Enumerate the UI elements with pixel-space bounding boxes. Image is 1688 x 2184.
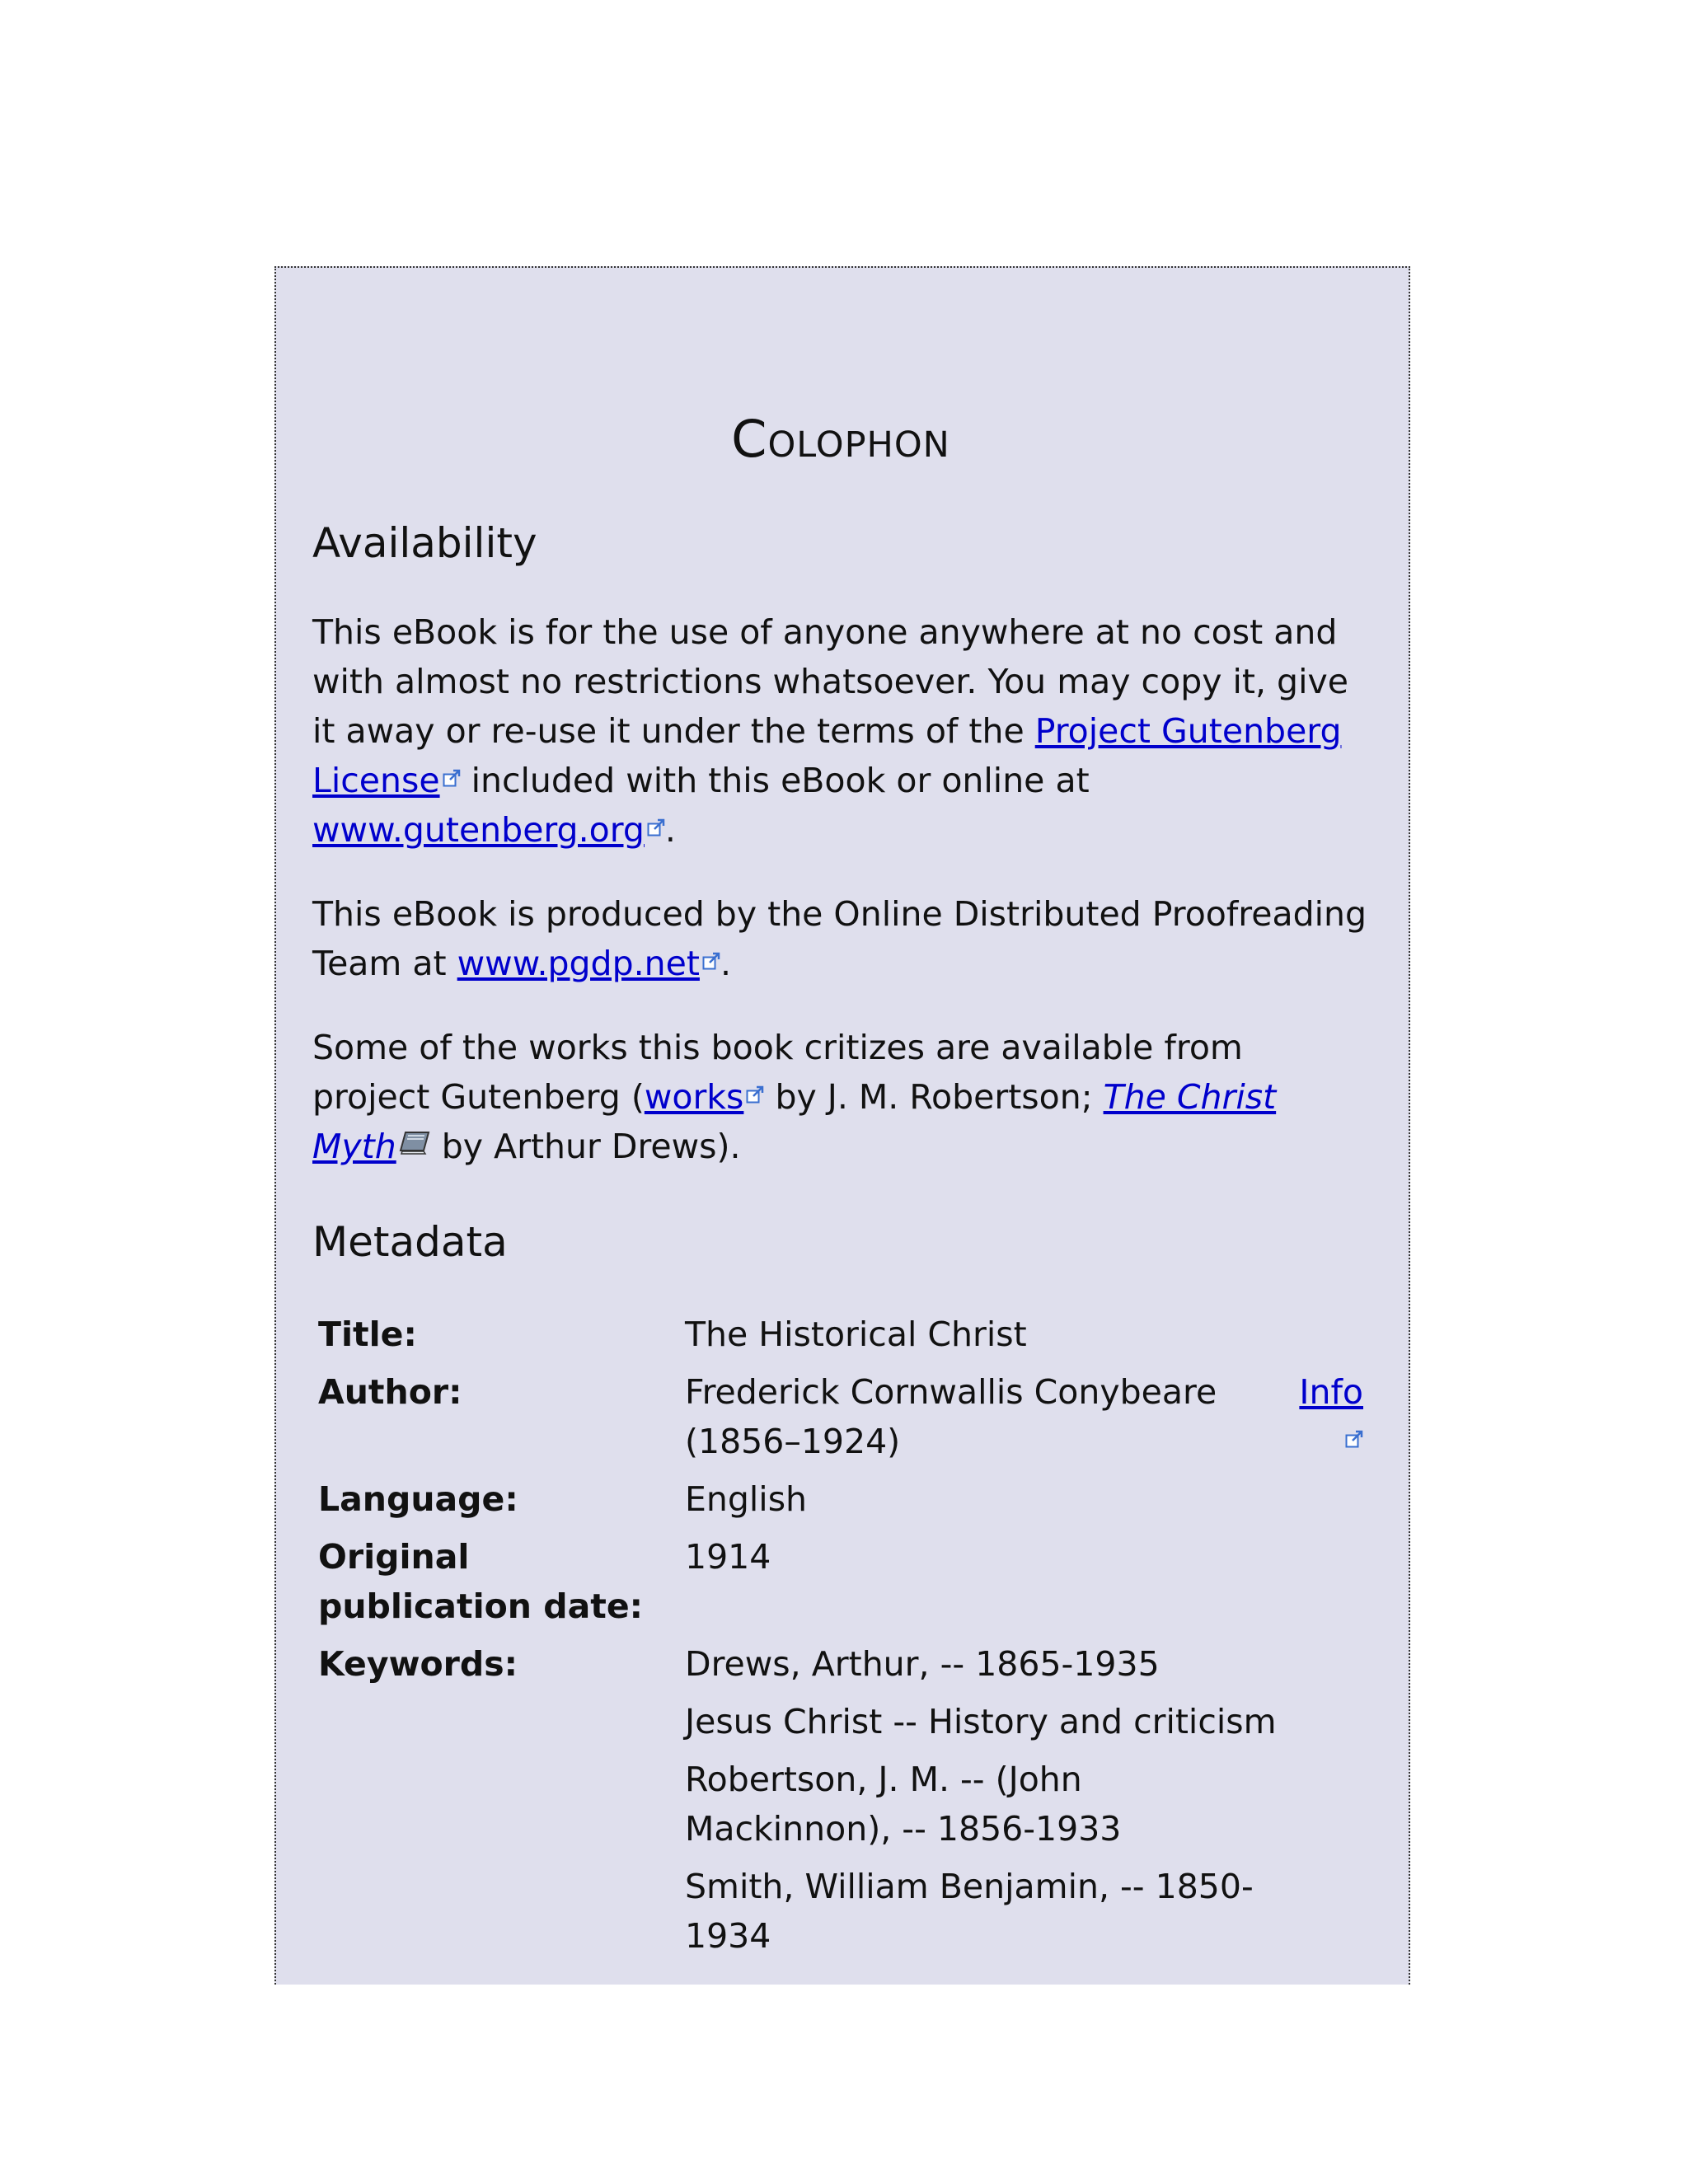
robertson-works-link-label: works [644,1077,744,1117]
license-text-middle: included with this eBook or online at [460,761,1090,800]
the-christ-myth-link-label: The Christ Myth [312,1077,1277,1166]
external-link-icon [647,818,665,837]
external-link-icon [443,769,461,787]
related-text-after: by Arthur Drews). [430,1127,741,1166]
metadata-row-language [312,1471,1369,1529]
robertson-works-link[interactable] [645,1077,765,1117]
producer-text-before: This eBook is produced by the Online Distributed Proofreading Team at [312,894,1367,983]
pgdp-net-link-label: www.pgdp.net [457,944,700,983]
availability-paragraph-related-works [312,1023,1369,1171]
book-icon [398,1130,431,1156]
keyword-item: Jesus Christ -- History and criticism [685,1702,1277,1741]
gutenberg-org-link-label: www.gutenberg.org [312,810,645,850]
related-text-middle: by J. M. Robertson; [764,1077,1104,1117]
metadata-row-keywords [312,1636,1369,1694]
external-link-icon [746,1085,764,1104]
related-text-before: Some of the works this book critizes are available from project Gutenberg ( [312,1028,1243,1117]
author-label: Author: [318,1372,462,1412]
metadata-heading: Metadata [312,1218,508,1266]
publication-date-value: 1914 [685,1537,771,1577]
availability-heading: Availability [312,519,537,567]
external-link-icon [702,952,720,970]
keyword-item: Robertson, J. M. -- (John Mackinnon), -- 1856-1933 [685,1760,1122,1849]
metadata-row-author [312,1364,1369,1471]
keyword-item: Drews, Arthur, -- 1865-1935 [685,1644,1160,1684]
external-link-icon [1345,1430,1363,1448]
language-value: English [685,1479,808,1519]
language-label: Language: [318,1479,518,1519]
gutenberg-org-link[interactable] [312,810,665,850]
title-label: Title: [318,1315,417,1354]
pgdp-net-link[interactable] [457,944,720,983]
metadata-row-title [312,1306,1369,1364]
author-value: Frederick Cornwallis Conybeare (1856–1924) [685,1372,1217,1461]
license-text-after: . [664,810,676,850]
title-value: The Historical Christ [685,1315,1027,1354]
metadata-row-publication-date [312,1529,1369,1636]
author-info-link-label: Info [1299,1372,1363,1412]
producer-text-after: . [720,944,731,983]
metadata-table [312,1306,1369,1966]
availability-paragraph-producer [312,889,1369,988]
project-gutenberg-license-link-label: Project Gutenberg License [312,711,1342,800]
keyword-item: Smith, William Benjamin, -- 1850-1934 [685,1867,1254,1956]
publication-date-label: Original publication date: [318,1537,644,1626]
colophon-panel [274,266,1410,1985]
colophon-title: Colophon [731,409,950,469]
license-text-before: This eBook is for the use of anyone anywhere at no cost and with almost no restrictions whatsoever. You may copy it, give it away or re-use it under the terms of the [312,612,1348,751]
keywords-label: Keywords: [318,1644,518,1684]
availability-paragraph-license [312,607,1369,855]
author-info-link[interactable] [1299,1372,1363,1461]
